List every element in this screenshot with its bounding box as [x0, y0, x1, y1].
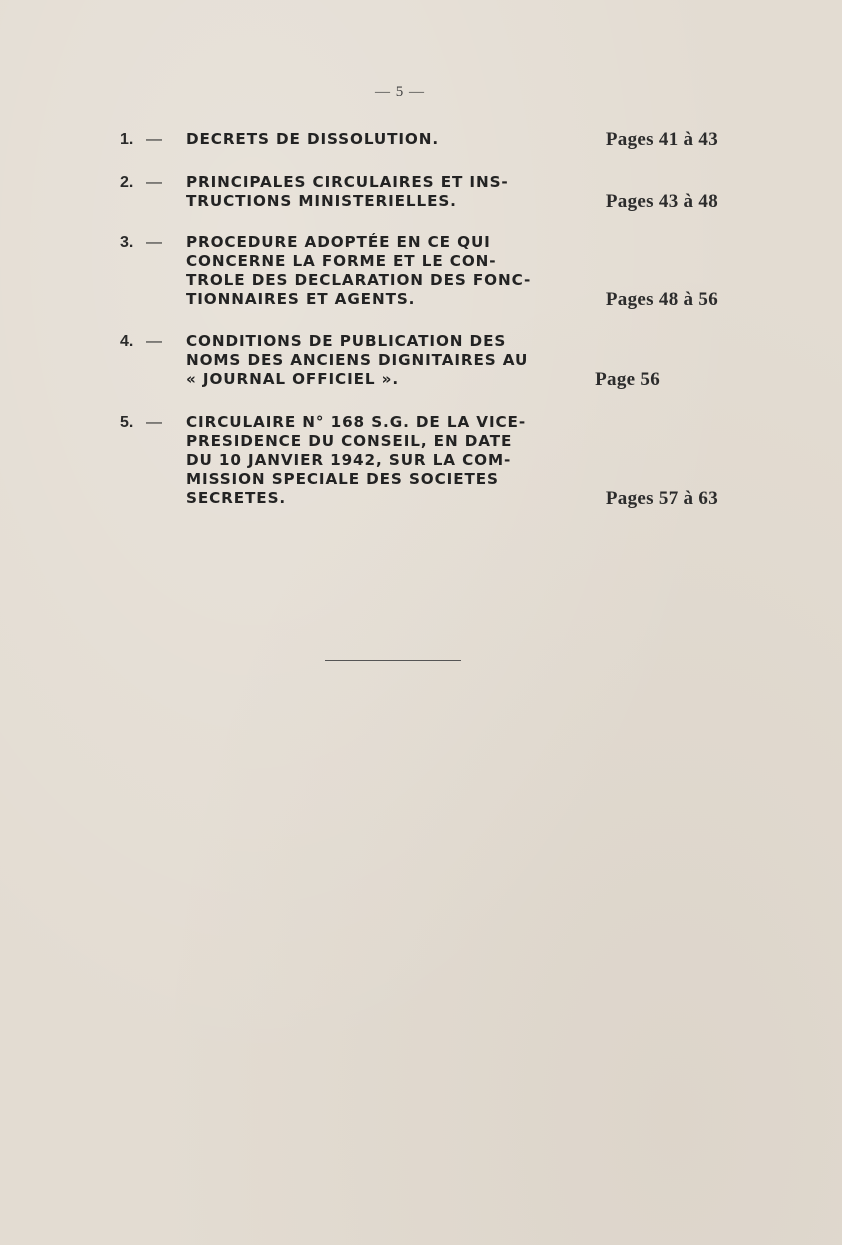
entry-number: 4.	[120, 333, 134, 350]
entry-title: DECRETS DE DISSOLUTION.	[186, 130, 439, 148]
entry-pages: Pages 57 à 63	[605, 488, 718, 509]
entry-title: CIRCULAIRE N° 168 S.G. DE LA VICE- PRESIDENCE DU CONSEIL, EN DATE DU 10 JANVIER 1942, SUR LA COM- MISSION SPECIALE DES SOCIETES SECRETES.	[186, 413, 527, 507]
toc-entry	[120, 332, 730, 389]
entry-title: PROCEDURE ADOPTÉE EN CE QUI CONCERNE LA FORME ET LE CON- TROLE DES DECLARATION DES FONC- TIONNAIRES ET AGENTS.	[186, 233, 532, 308]
entry-pages: Pages 48 à 56	[605, 289, 718, 310]
table-of-contents	[120, 130, 730, 508]
toc-entry	[120, 173, 730, 211]
toc-entry	[120, 130, 730, 149]
entry-pages: Pages 43 à 48	[605, 191, 718, 212]
entry-number: 1.	[120, 131, 134, 148]
entry-pages: Pages 41 à 43	[605, 129, 718, 150]
toc-entry	[120, 233, 730, 309]
entry-dash: —	[146, 333, 162, 350]
entry-pages: Page 56	[595, 369, 660, 390]
entry-dash: —	[146, 414, 162, 431]
toc-entry	[120, 413, 730, 508]
entry-title: PRINCIPALES CIRCULAIRES ET INS- TRUCTIONS MINISTERIELLES.	[186, 173, 509, 210]
closing-rule-divider	[325, 660, 461, 661]
entry-number: 3.	[120, 234, 134, 251]
entry-dash: —	[146, 131, 162, 148]
entry-number: 5.	[120, 414, 134, 431]
entry-dash: —	[146, 174, 162, 191]
page-number: — 5 —	[375, 84, 425, 100]
entry-title: CONDITIONS DE PUBLICATION DES NOMS DES ANCIENS DIGNITAIRES AU « JOURNAL OFFICIEL ».	[186, 332, 529, 388]
entry-dash: —	[146, 234, 162, 251]
entry-number: 2.	[120, 174, 134, 191]
